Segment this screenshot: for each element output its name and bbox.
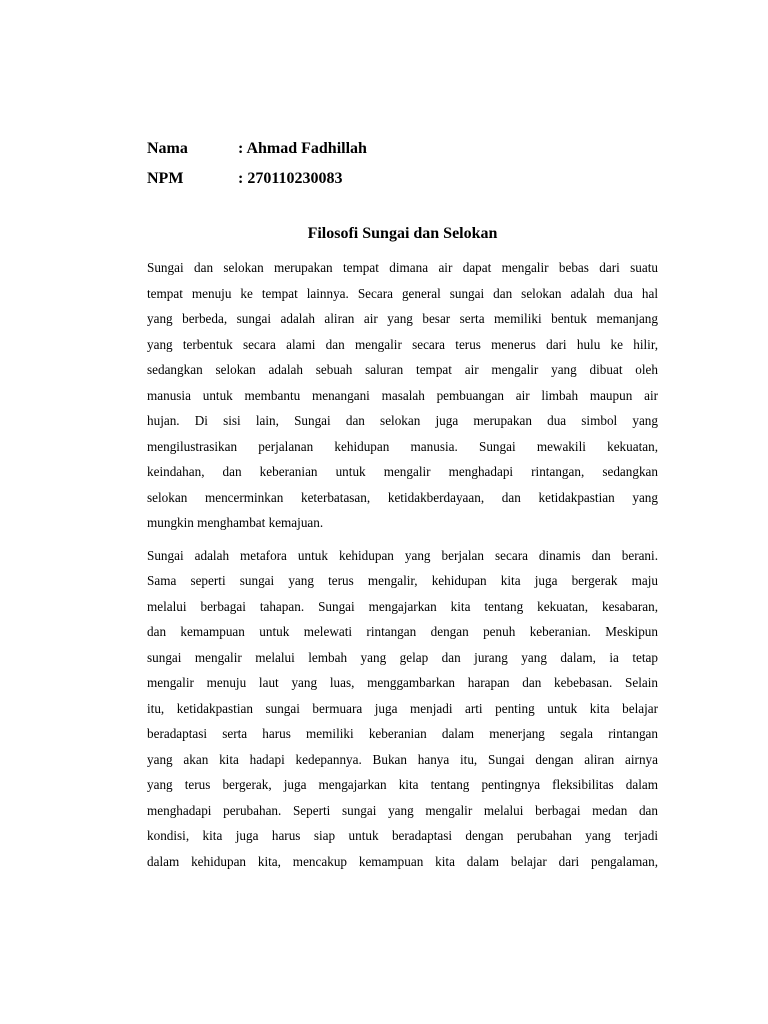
paragraph-line: dan kemampuan untuk melewati rintangan dengan penuh keberanian. Meskipun [147, 624, 658, 639]
paragraph-line: sedangkan selokan adalah sebuah saluran tempat air mengalir yang dibuat oleh [147, 362, 658, 377]
paragraph-line: yang terus bergerak, juga mengajarkan kita tentang pentingnya fleksibilitas dalam [147, 777, 658, 792]
paragraph-line: Sungai dan selokan merupakan tempat dimana air dapat mengalir bebas dari suatu [147, 260, 658, 275]
npm-row [147, 166, 658, 196]
document-title: Filosofi Sungai dan Selokan [307, 225, 498, 242]
paragraph-line: manusia untuk membantu menangani masalah pembuangan air limbah maupun air [147, 387, 658, 403]
paragraph-line: dalam kehidupan kita, mencakup kemampuan kita dalam belajar dari pengalaman, [147, 853, 658, 869]
paragraph-line: mengilustrasikan perjalanan kehidupan manusia. Sungai mewakili kekuatan, [147, 438, 658, 454]
paragraph-line: yang terbentuk secara alami dan mengalir secara terus menerus dari hulu ke hilir, [147, 336, 658, 352]
paragraph-1 [147, 255, 658, 536]
paragraph-line: keindahan, dan keberanian untuk mengalir menghadapi rintangan, sedangkan [147, 464, 658, 479]
paragraph-line: yang akan kita hadapi kedepannya. Bukan hanya itu, Sungai dengan aliran airnya [147, 751, 658, 767]
document-page [147, 136, 658, 874]
paragraph-line: mungkin menghambat kemajuan. [147, 515, 324, 530]
paragraph-line: Sungai adalah metafora untuk kehidupan yang berjalan secara dinamis dan berani. [147, 547, 658, 563]
paragraph-line: melalui berbagai tahapan. Sungai mengajarkan kita tentang kekuatan, kesabaran, [147, 598, 658, 614]
npm-value: : 270110230083 [238, 170, 343, 187]
paragraph-2 [147, 543, 658, 875]
paragraph-line: selokan mencerminkan keterbatasan, ketidakberdayaan, dan ketidakpastian yang [147, 489, 658, 505]
paragraph-line: Sama seperti sungai yang terus mengalir, kehidupan kita juga bergerak maju [147, 573, 658, 588]
paragraph-line: sungai mengalir melalui lembah yang gelap dan jurang yang dalam, ia tetap [147, 649, 658, 665]
paragraph-line: itu, ketidakpastian sungai bermuara juga menjadi arti penting untuk kita belajar [147, 700, 658, 716]
name-value: : Ahmad Fadhillah [238, 140, 367, 157]
paragraph-line: beradaptasi serta harus memiliki keberanian dalam menerjang segala rintangan [147, 726, 658, 741]
npm-label: NPM [147, 170, 184, 187]
paragraph-line: menghadapi perubahan. Seperti sungai yang mengalir melalui berbagai medan dan [147, 802, 658, 818]
paragraph-line: kondisi, kita juga harus siap untuk beradaptasi dengan perubahan yang terjadi [147, 828, 658, 843]
paragraph-line: hujan. Di sisi lain, Sungai dan selokan juga merupakan dua simbol yang [147, 413, 658, 428]
paragraph-line: yang berbeda, sungai adalah aliran air yang besar serta memiliki bentuk memanjang [147, 311, 658, 326]
paragraph-line: tempat menuju ke tempat lainnya. Secara general sungai dan selokan adalah dua hal [147, 285, 658, 301]
paragraph-line: mengalir menuju laut yang luas, menggambarkan harapan dan kebebasan. Selain [147, 675, 658, 690]
name-row [147, 136, 658, 166]
name-label: Nama [147, 140, 188, 157]
